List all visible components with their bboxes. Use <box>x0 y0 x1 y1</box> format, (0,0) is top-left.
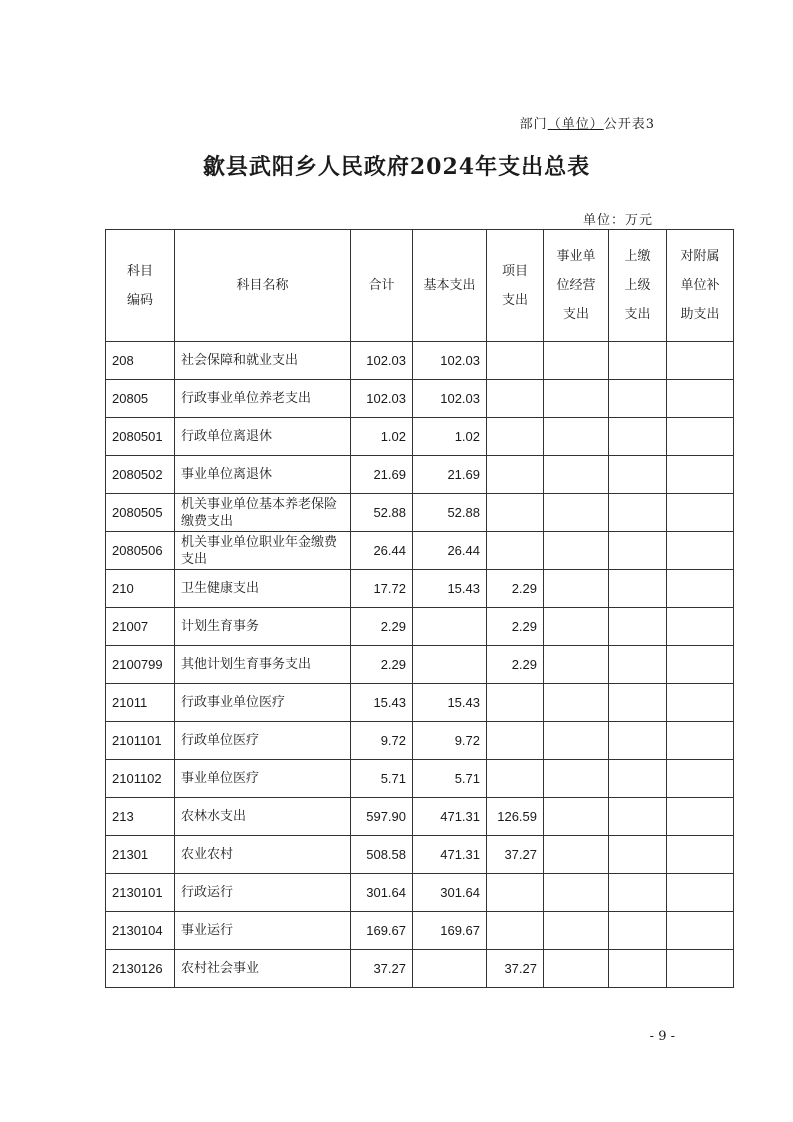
cell-code: 2101101 <box>106 722 175 760</box>
cell-project <box>487 456 544 494</box>
cell-total: 508.58 <box>351 836 413 874</box>
cell-code: 2080506 <box>106 532 175 570</box>
cell-name: 卫生健康支出 <box>175 570 351 608</box>
cell-business <box>544 342 609 380</box>
cell-name: 农业农村 <box>175 836 351 874</box>
cell-business <box>544 380 609 418</box>
table-row <box>106 532 734 570</box>
cell-project <box>487 760 544 798</box>
cell-code: 20805 <box>106 380 175 418</box>
cell-project: 126.59 <box>487 798 544 836</box>
cell-basic: 102.03 <box>413 342 487 380</box>
cell-business <box>544 798 609 836</box>
cell-total: 2.29 <box>351 608 413 646</box>
header-code: 科目 编码 <box>106 230 175 342</box>
table-body <box>106 342 734 988</box>
unit-label: 单位：万元 <box>582 213 653 228</box>
cell-name: 行政单位医疗 <box>175 722 351 760</box>
cell-subsidy <box>667 950 734 988</box>
cell-business <box>544 722 609 760</box>
cell-project: 2.29 <box>487 646 544 684</box>
cell-code: 2130104 <box>106 912 175 950</box>
doc-label-prefix: 部门 <box>519 117 548 132</box>
cell-total: 2.29 <box>351 646 413 684</box>
cell-basic: 1.02 <box>413 418 487 456</box>
cell-project <box>487 912 544 950</box>
cell-code: 2080502 <box>106 456 175 494</box>
cell-code: 208 <box>106 342 175 380</box>
cell-total: 21.69 <box>351 456 413 494</box>
cell-business <box>544 684 609 722</box>
cell-name: 社会保障和就业支出 <box>175 342 351 380</box>
header-subsidy: 对附属 单位补 助支出 <box>667 230 734 342</box>
cell-project: 2.29 <box>487 608 544 646</box>
cell-total: 169.67 <box>351 912 413 950</box>
cell-code: 2101102 <box>106 760 175 798</box>
cell-code: 2080505 <box>106 494 175 532</box>
cell-upper <box>609 912 667 950</box>
table-row <box>106 646 734 684</box>
cell-upper <box>609 836 667 874</box>
cell-total: 26.44 <box>351 532 413 570</box>
cell-upper <box>609 418 667 456</box>
cell-business <box>544 570 609 608</box>
cell-name: 机关事业单位职业年金缴费支出 <box>175 532 351 570</box>
cell-upper <box>609 798 667 836</box>
cell-name: 事业单位医疗 <box>175 760 351 798</box>
table-row <box>106 456 734 494</box>
cell-project: 37.27 <box>487 836 544 874</box>
cell-total: 15.43 <box>351 684 413 722</box>
cell-subsidy <box>667 684 734 722</box>
cell-basic: 471.31 <box>413 836 487 874</box>
cell-project <box>487 342 544 380</box>
cell-business <box>544 494 609 532</box>
cell-total: 102.03 <box>351 342 413 380</box>
cell-total: 301.64 <box>351 874 413 912</box>
cell-business <box>544 950 609 988</box>
table-row <box>106 912 734 950</box>
doc-label-number: 3 <box>645 117 655 132</box>
cell-subsidy <box>667 342 734 380</box>
table-row <box>106 836 734 874</box>
cell-total: 102.03 <box>351 380 413 418</box>
cell-subsidy <box>667 570 734 608</box>
cell-subsidy <box>667 798 734 836</box>
cell-business <box>544 912 609 950</box>
cell-business <box>544 874 609 912</box>
cell-basic: 102.03 <box>413 380 487 418</box>
table-row <box>106 684 734 722</box>
cell-project: 2.29 <box>487 570 544 608</box>
cell-business <box>544 456 609 494</box>
cell-upper <box>609 874 667 912</box>
cell-subsidy <box>667 532 734 570</box>
cell-business <box>544 646 609 684</box>
cell-subsidy <box>667 608 734 646</box>
cell-name: 计划生育事务 <box>175 608 351 646</box>
doc-label-unit: （单位） <box>547 117 604 132</box>
cell-name: 行政事业单位养老支出 <box>175 380 351 418</box>
cell-upper <box>609 684 667 722</box>
cell-total: 37.27 <box>351 950 413 988</box>
cell-name: 行政运行 <box>175 874 351 912</box>
header-total: 合计 <box>351 230 413 342</box>
cell-name: 其他计划生育事务支出 <box>175 646 351 684</box>
cell-code: 2080501 <box>106 418 175 456</box>
cell-code: 210 <box>106 570 175 608</box>
cell-subsidy <box>667 380 734 418</box>
cell-total: 17.72 <box>351 570 413 608</box>
cell-project <box>487 418 544 456</box>
cell-basic <box>413 950 487 988</box>
cell-code: 21011 <box>106 684 175 722</box>
cell-basic: 15.43 <box>413 570 487 608</box>
table-row <box>106 722 734 760</box>
cell-project <box>487 532 544 570</box>
page-title: 歙县武阳乡人民政府2024年支出总表 <box>202 154 591 180</box>
cell-basic <box>413 646 487 684</box>
cell-subsidy <box>667 722 734 760</box>
cell-project <box>487 722 544 760</box>
cell-basic: 21.69 <box>413 456 487 494</box>
cell-basic: 471.31 <box>413 798 487 836</box>
cell-code: 21007 <box>106 608 175 646</box>
cell-upper <box>609 570 667 608</box>
table-row <box>106 380 734 418</box>
cell-basic: 301.64 <box>413 874 487 912</box>
cell-subsidy <box>667 418 734 456</box>
cell-basic: 26.44 <box>413 532 487 570</box>
cell-code: 21301 <box>106 836 175 874</box>
cell-code: 2130101 <box>106 874 175 912</box>
cell-upper <box>609 760 667 798</box>
cell-code: 213 <box>106 798 175 836</box>
cell-business <box>544 608 609 646</box>
cell-upper <box>609 342 667 380</box>
table-header-row <box>106 230 734 342</box>
cell-total: 5.71 <box>351 760 413 798</box>
cell-business <box>544 418 609 456</box>
cell-name: 事业运行 <box>175 912 351 950</box>
cell-total: 9.72 <box>351 722 413 760</box>
cell-upper <box>609 950 667 988</box>
table-row <box>106 494 734 532</box>
cell-total: 1.02 <box>351 418 413 456</box>
header-name: 科目名称 <box>175 230 351 342</box>
cell-basic: 9.72 <box>413 722 487 760</box>
cell-upper <box>609 722 667 760</box>
cell-upper <box>609 456 667 494</box>
cell-code: 2130126 <box>106 950 175 988</box>
cell-name: 机关事业单位基本养老保险缴费支出 <box>175 494 351 532</box>
cell-business <box>544 836 609 874</box>
cell-subsidy <box>667 874 734 912</box>
cell-name: 行政单位离退休 <box>175 418 351 456</box>
cell-business <box>544 760 609 798</box>
cell-upper <box>609 494 667 532</box>
table-row <box>106 950 734 988</box>
table-row <box>106 760 734 798</box>
document-label <box>520 113 655 132</box>
cell-project <box>487 494 544 532</box>
cell-business <box>544 532 609 570</box>
table-row <box>106 342 734 380</box>
cell-project <box>487 874 544 912</box>
cell-subsidy <box>667 494 734 532</box>
page-number: - 9 - <box>649 1029 675 1044</box>
table-row <box>106 608 734 646</box>
table-row <box>106 798 734 836</box>
cell-basic <box>413 608 487 646</box>
cell-subsidy <box>667 912 734 950</box>
cell-basic: 15.43 <box>413 684 487 722</box>
cell-project <box>487 684 544 722</box>
cell-basic: 5.71 <box>413 760 487 798</box>
cell-upper <box>609 646 667 684</box>
cell-project <box>487 380 544 418</box>
cell-upper <box>609 380 667 418</box>
expenditure-table <box>105 229 734 988</box>
doc-label-suffix: 公开表 <box>603 117 646 132</box>
header-project: 项目 支出 <box>487 230 544 342</box>
cell-name: 事业单位离退休 <box>175 456 351 494</box>
cell-name: 农村社会事业 <box>175 950 351 988</box>
header-basic: 基本支出 <box>413 230 487 342</box>
table-row <box>106 418 734 456</box>
cell-basic: 169.67 <box>413 912 487 950</box>
cell-project: 37.27 <box>487 950 544 988</box>
table-row <box>106 570 734 608</box>
cell-code: 2100799 <box>106 646 175 684</box>
cell-subsidy <box>667 760 734 798</box>
cell-subsidy <box>667 456 734 494</box>
cell-name: 农林水支出 <box>175 798 351 836</box>
header-business: 事业单 位经营 支出 <box>544 230 609 342</box>
cell-subsidy <box>667 836 734 874</box>
cell-upper <box>609 532 667 570</box>
cell-subsidy <box>667 646 734 684</box>
header-upper: 上缴 上级 支出 <box>609 230 667 342</box>
cell-upper <box>609 608 667 646</box>
cell-total: 52.88 <box>351 494 413 532</box>
cell-total: 597.90 <box>351 798 413 836</box>
cell-basic: 52.88 <box>413 494 487 532</box>
cell-name: 行政事业单位医疗 <box>175 684 351 722</box>
table-row <box>106 874 734 912</box>
